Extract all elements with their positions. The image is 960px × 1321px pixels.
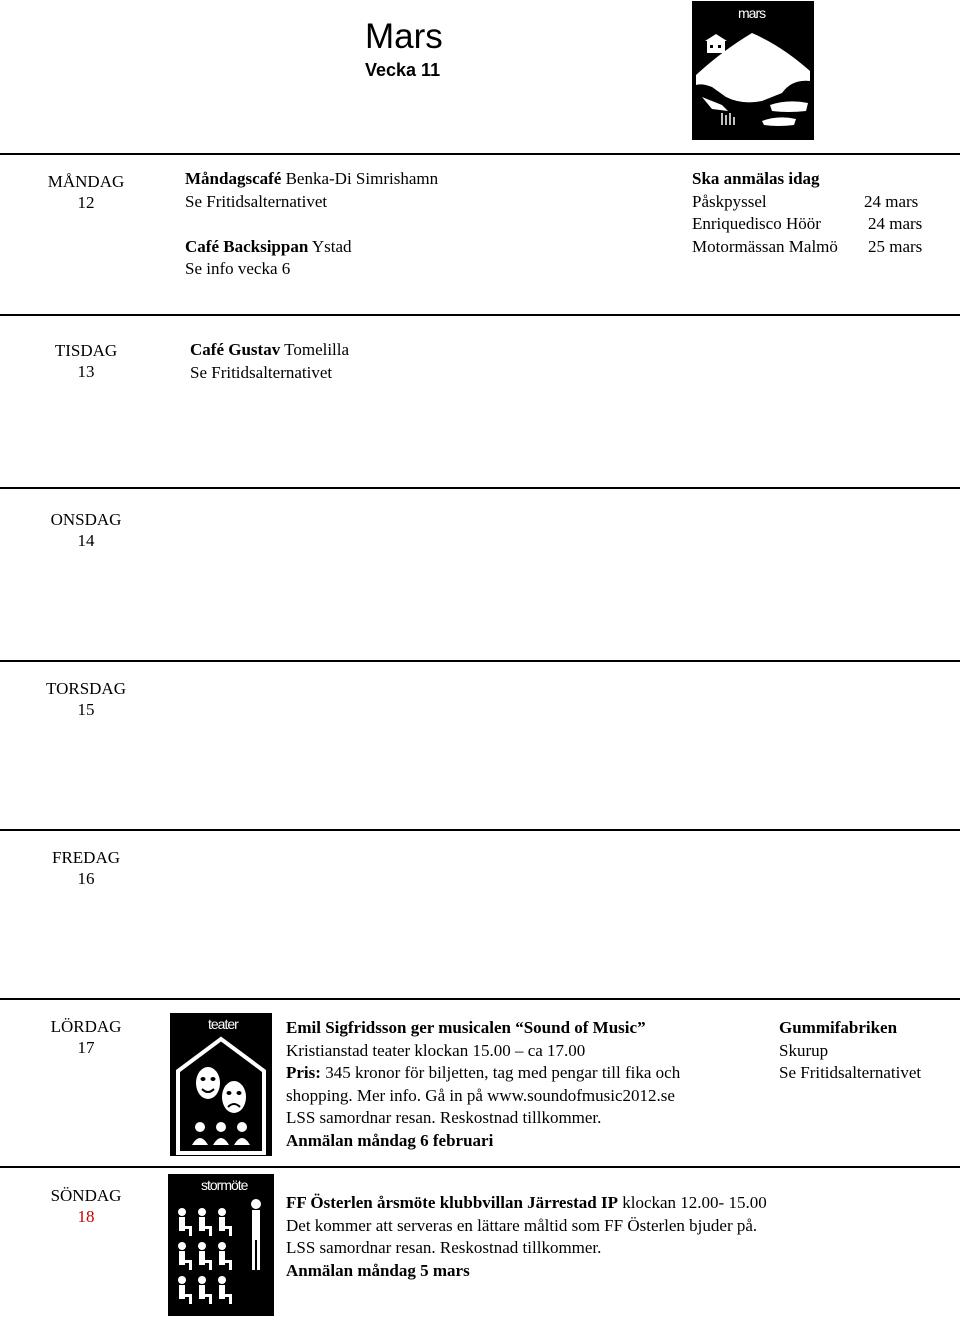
event-info: shopping. Mer info. Gå in på www.soundofmusic2012.se (286, 1085, 675, 1105)
day-date: 16 (77, 869, 95, 888)
day-name: LÖRDAG (50, 1017, 122, 1036)
event-description: Det kommer att serveras en lättare måltid som FF Österlen bjuder på. (286, 1215, 758, 1235)
signup-heading: Ska anmälas idag (692, 169, 820, 188)
day-name: MÅNDAG (47, 172, 125, 191)
event-note: Se Fritidsalternativet (190, 362, 333, 382)
event-title-quote: “Sound of Music” (515, 1018, 646, 1037)
side-event-location: Skurup (779, 1040, 829, 1060)
theater-icon (170, 1013, 272, 1156)
side-event-note: Se Fritidsalternativet (779, 1063, 922, 1082)
event-signup: Anmälan måndag 5 mars (286, 1260, 470, 1280)
event-location: Ystad (308, 236, 352, 256)
monday-events (185, 168, 438, 281)
day-date: 18 (77, 1207, 95, 1226)
day-name: TISDAG (54, 341, 118, 360)
page-subtitle: Vecka 11 (365, 60, 441, 80)
divider (0, 487, 960, 489)
day-name: SÖNDAG (50, 1186, 122, 1205)
event-title: Café Gustav (190, 340, 281, 359)
event-location: Tomelilla (280, 340, 350, 359)
signup-item-date: 24 mars (868, 214, 923, 233)
event-signup: Anmälan måndag 6 februari (286, 1130, 494, 1150)
day-label-saturday (31, 1016, 141, 1058)
day-label-tuesday (31, 340, 141, 382)
event-title: FF Österlen årsmöte klubbvillan Järrestad IP (286, 1193, 618, 1212)
theater-icon-label: teater (208, 1016, 238, 1032)
price-text: 345 kronor för biljetten, tag med pengar till fika och (320, 1063, 681, 1082)
logo-label: mars (738, 5, 766, 21)
tuesday-events (190, 339, 349, 384)
divider (0, 660, 960, 662)
signup-today-box (692, 168, 932, 258)
event-location: Benka-Di Simrishamn (281, 169, 439, 188)
divider (0, 314, 960, 316)
event-title: Café Backsippan (185, 236, 309, 256)
day-label-friday (31, 847, 141, 889)
event-location: Kristianstad teater klockan 15.00 – ca 17.00 (286, 1040, 586, 1060)
price-label: Pris: (286, 1063, 321, 1082)
event-note: Se Fritidsalternativet (185, 191, 328, 211)
meeting-icon (168, 1174, 274, 1316)
day-label-thursday (31, 678, 141, 720)
day-name: FREDAG (51, 848, 120, 867)
mountain-logo (692, 1, 814, 140)
divider (0, 998, 960, 1000)
day-date: 15 (77, 700, 95, 719)
saturday-side-event (779, 1017, 921, 1085)
day-date: 13 (77, 362, 95, 381)
signup-item-date: 25 mars (868, 236, 923, 256)
divider (0, 829, 960, 831)
event-travel: LSS samordnar resan. Reskostnad tillkommer. (286, 1108, 602, 1127)
signup-item-label: Motormässan Malmö (692, 236, 838, 256)
day-label-monday (31, 171, 141, 213)
day-label-sunday (31, 1185, 141, 1227)
event-note: Se info vecka 6 (185, 259, 291, 278)
signup-item-date: 24 mars (864, 191, 919, 211)
sunday-event (286, 1192, 767, 1282)
event-title: Emil Sigfridsson ger musicalen (286, 1018, 516, 1037)
day-date: 12 (77, 193, 95, 212)
day-date: 17 (77, 1038, 95, 1057)
divider (0, 153, 960, 155)
side-event-title: Gummifabriken (779, 1018, 898, 1037)
event-title: Måndagscafé (185, 169, 282, 188)
event-travel: LSS samordnar resan. Reskostnad tillkommer. (286, 1238, 602, 1257)
signup-item-label: Enriquedisco Höör (692, 214, 821, 233)
signup-item-label: Påskpyssel (692, 191, 767, 211)
day-name: ONSDAG (50, 510, 122, 529)
day-name: TORSDAG (46, 679, 126, 698)
meeting-icon-label: stormöte (201, 1177, 248, 1193)
day-date: 14 (77, 531, 95, 550)
divider (0, 1166, 960, 1168)
saturday-event (286, 1017, 680, 1152)
page-title: Mars (365, 17, 443, 56)
day-label-wednesday (31, 509, 141, 551)
event-time: klockan 12.00- 15.00 (617, 1193, 767, 1212)
